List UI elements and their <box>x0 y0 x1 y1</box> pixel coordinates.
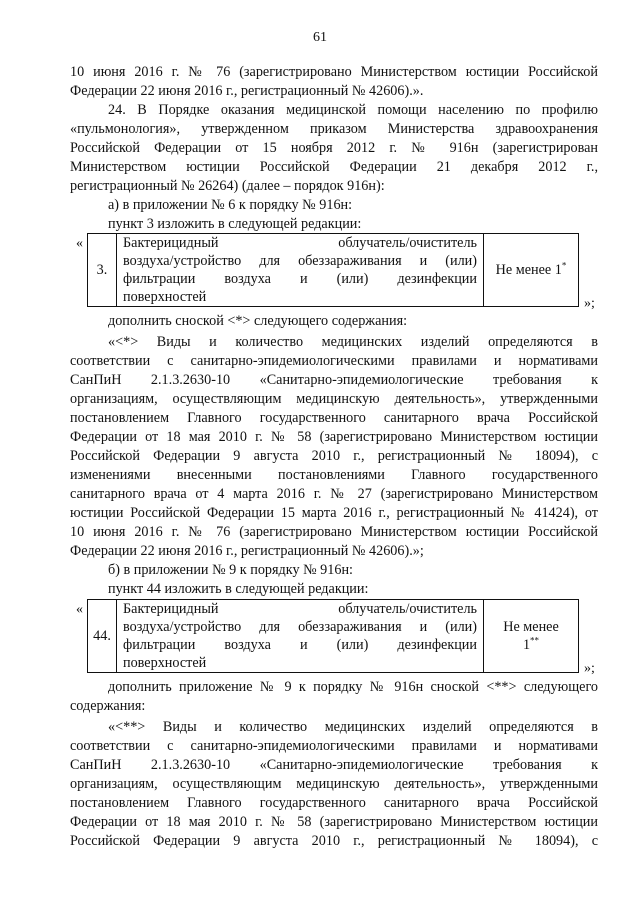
text-line: дополнить приложение № 9 к порядку № 916н сноской <**> следующего <box>108 679 598 695</box>
text-line: Российской Федерации 9 августа 2010 г., регистрационный № 18094), с <box>70 833 598 849</box>
text-line: Федерации от 18 мая 2010 г. № 58 (зарегистрировано Министерством юстиции <box>70 429 598 445</box>
page-number: 61 <box>313 30 327 45</box>
text-line: соответствии с санитарно-эпидемиологическими правилами и нормативами <box>70 738 598 754</box>
text-line: постановлением Главного государственного санитарного врача Российской <box>70 410 598 426</box>
text-line: Российской Федерации 9 августа 2010 г., регистрационный № 18094), с <box>70 448 598 464</box>
item-number: 3. <box>88 234 117 307</box>
close-quote: »; <box>584 661 595 676</box>
text-line: «пульмонология», утвержденном приказом Министерства здравоохранения <box>70 121 598 137</box>
open-quote: « <box>76 236 83 251</box>
item-number: 44. <box>88 600 117 673</box>
text-line: 24. В Порядке оказания медицинской помощи населению по профилю <box>108 102 598 118</box>
text-line: соответствии с санитарно-эпидемиологическими правилами и нормативами <box>70 353 598 369</box>
text-line: организациям, осуществляющим медицинскую деятельность», утвержденными <box>70 391 598 407</box>
text-line: Министерством юстиции Российской Федерации 21 декабря 2012 г., <box>70 159 598 175</box>
text-line: содержания: <box>70 698 146 714</box>
table-item-44 <box>87 599 579 673</box>
text-line: юстиции Российской Федерации 15 марта 2016 г., регистрационный № 41424), от <box>70 505 598 521</box>
item-description <box>117 234 484 307</box>
text-line: Федерации 22 июня 2016 г., регистрационный № 42606).». <box>70 83 424 99</box>
text-line: Федерации от 18 мая 2010 г. № 58 (зарегистрировано Министерством юстиции <box>70 814 598 830</box>
text-line: дополнить сноской <*> следующего содержания: <box>108 313 408 329</box>
table-item-3 <box>87 233 579 307</box>
text-line: б) в приложении № 9 к порядку № 916н: <box>108 562 353 578</box>
desc-line: Бактерицидный облучатель/очиститель <box>123 235 477 251</box>
text-line: «<*> Виды и количество медицинских изделий определяются в <box>108 334 598 350</box>
text-line: Федерации 22 июня 2016 г., регистрационный № 42606).»; <box>70 543 424 559</box>
text-line: «<**> Виды и количество медицинских изделий определяются в <box>108 719 598 735</box>
text-line: пункт 44 изложить в следующей редакции: <box>108 581 369 597</box>
text-line: санитарного врача от 4 марта 2016 г. № 27 (зарегистрировано Министерством <box>70 486 598 502</box>
text-line: а) в приложении № 6 к порядку № 916н: <box>108 197 353 213</box>
desc-line: воздуха/устройство для обеззараживания и (или) <box>123 253 477 269</box>
item-quantity: Не менее 1* <box>484 234 579 307</box>
desc-line: фильтрации воздуха и (или) дезинфекции <box>123 637 477 653</box>
text-line: регистрационный № 26264) (далее – порядок 916н): <box>70 178 385 194</box>
footnote-mark: * <box>561 260 567 271</box>
open-quote: « <box>76 602 83 617</box>
text-line: изменениями внесенными постановлениями Главного государственного <box>70 467 598 483</box>
text-line: пункт 3 изложить в следующей редакции: <box>108 216 362 232</box>
text-line: постановлением Главного государственного санитарного врача Российской <box>70 795 598 811</box>
item-description <box>117 600 484 673</box>
text-line: СанПиН 2.1.3.2630-10 «Санитарно-эпидемиологические требования к <box>70 757 598 773</box>
desc-line: Бактерицидный облучатель/очиститель <box>123 601 477 617</box>
item-quantity: Не менее 1** <box>484 600 579 673</box>
desc-line: поверхностей <box>123 289 207 305</box>
text-line: Российской Федерации от 15 ноября 2012 г. № 916н (зарегистрирован <box>70 140 598 156</box>
desc-line: воздуха/устройство для обеззараживания и (или) <box>123 619 477 635</box>
text-line: СанПиН 2.1.3.2630-10 «Санитарно-эпидемиологические требования к <box>70 372 598 388</box>
text-line: организациям, осуществляющим медицинскую деятельность», утвержденными <box>70 776 598 792</box>
desc-line: фильтрации воздуха и (или) дезинфекции <box>123 271 477 287</box>
text-line: 10 июня 2016 г. № 76 (зарегистрировано Министерством юстиции Российской <box>70 524 598 540</box>
close-quote: »; <box>584 296 595 311</box>
text-line: 10 июня 2016 г. № 76 (зарегистрировано Министерством юстиции Российской <box>70 64 598 80</box>
desc-line: поверхностей <box>123 655 207 671</box>
footnote-mark: ** <box>530 635 540 646</box>
